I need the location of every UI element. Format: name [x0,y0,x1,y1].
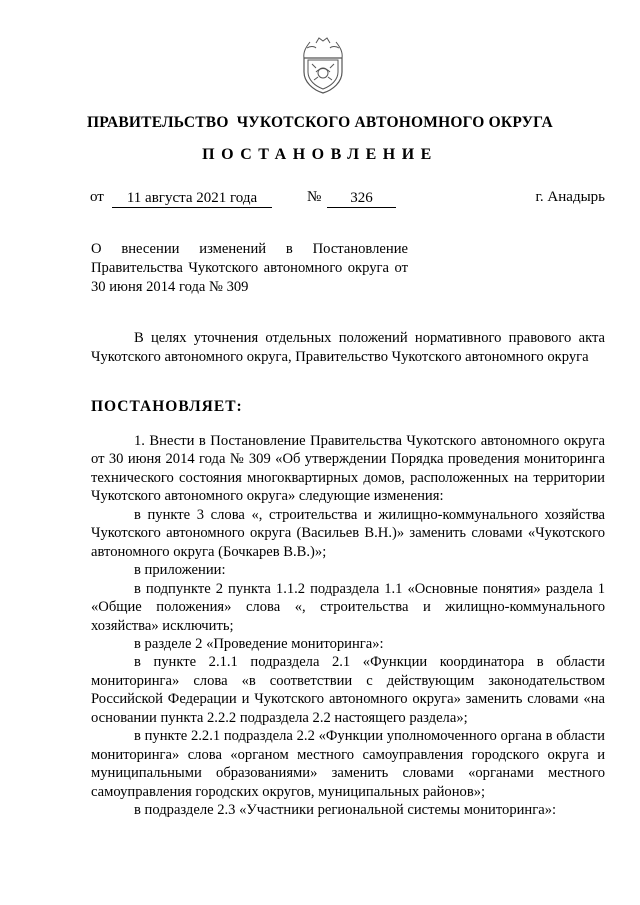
chukotka-coat-of-arms-icon [298,34,348,96]
document-title: О внесении изменений в Постановление Правительства Чукотского автономного округа от 30 июня 2014 года № 309 [91,241,408,295]
document-body [91,432,605,820]
document-type-heading: ПОСТАНОВЛЕНИЕ [202,146,438,163]
paragraph: в пункте 2.1.1 подраздела 2.1 «Функции координатора в области мониторинга» слова «в соответствии с действующим законодательством Российской Федерации и Чукотского автономного округа» заменить словами «на основании пункта 2.2.2 подраздела 2.2 настоящего раздела»; [91,654,605,726]
document-number: 326 [327,189,396,208]
paragraph: в разделе 2 «Проведение мониторинга»: [134,635,384,652]
government-name: ПРАВИТЕЛЬСТВО ЧУКОТСКОГО АВТОНОМНОГО ОКРУГА [87,114,553,131]
paragraph: 1. Внести в Постановление Правительства Чукотского автономного округа от 30 июня 2014 года № 309 «Об утверждении Порядка проведения мониторинга технического состояния многоквартирных домов, расположенных на территории Чукотского автономного округа» следующие изменения: [91,433,605,505]
paragraph: в пункте 3 слова «, строительства и жилищно-коммунального хозяйства Чукотского автономного округа (Васильев В.Н.)» заменить словами «Чукотского автономного округа (Бочкарев В.В.)»; [91,506,605,560]
paragraph: в пункте 2.2.1 подраздела 2.2 «Функции уполномоченного органа в области мониторинга» слова «органом местного самоуправления городского округа и муниципальными образованиями» заменить словами «органами местного самоуправления городских округов, муниципальных районов»; [91,728,605,800]
paragraph: в подразделе 2.3 «Участники региональной системы мониторинга»: [134,802,557,819]
from-label: от [90,189,104,205]
preamble: В целях уточнения отдельных положений нормативного правового акта Чукотского автономного округа, Правительство Чукотского автономного округа [91,330,605,365]
resolves-heading: ПОСТАНОВЛЯЕТ: [91,398,243,415]
paragraph: в приложении: [134,562,226,579]
document-date: 11 августа 2021 года [112,189,272,208]
paragraph: в подпункте 2 пункта 1.1.2 подраздела 1.1 «Основные понятия» раздела 1 «Общие положения» слова «, строительства и жилищно-коммунального хозяйства» исключить; [91,580,605,634]
number-label: № [307,189,322,205]
dateline [90,189,605,209]
city: г. Анадырь [535,189,605,205]
